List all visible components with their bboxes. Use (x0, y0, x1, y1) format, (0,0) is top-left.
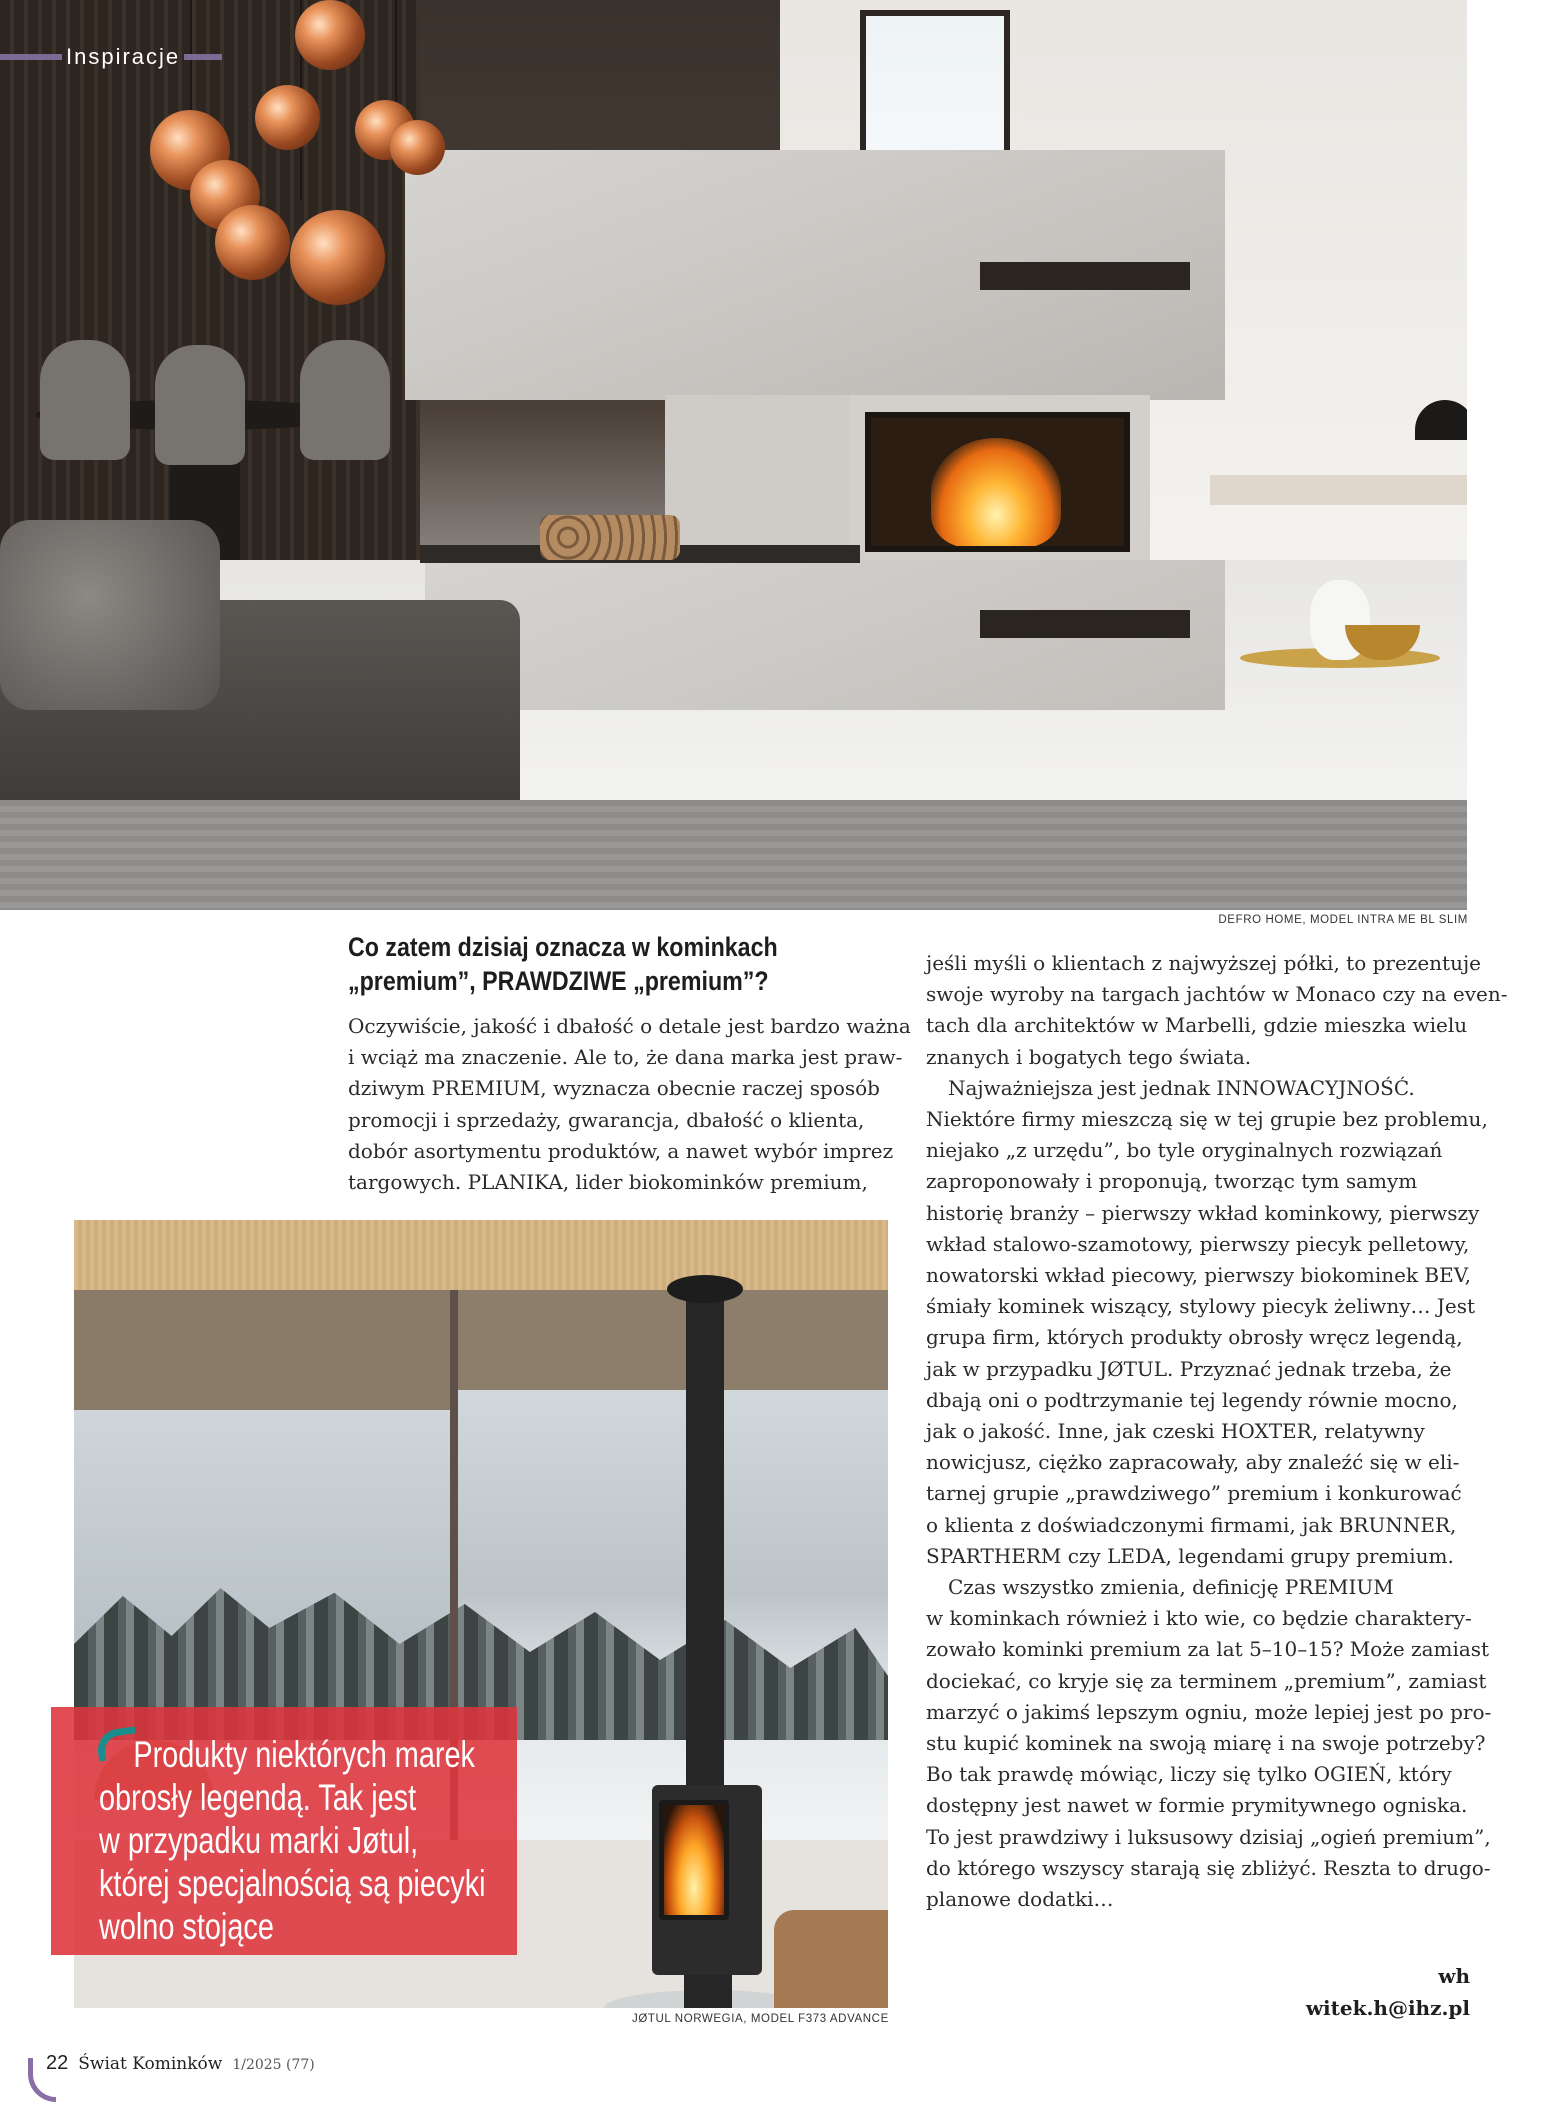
ceiling-collar (667, 1275, 743, 1303)
issue-number: 1/2025 (77) (232, 2057, 315, 2073)
hero-caption: DEFRO HOME, MODEL INTRA ME BL SLIM (1218, 914, 1468, 926)
heading-line: Co zatem dzisiaj oznacza w kominkach (348, 932, 778, 962)
text-line: wkład stalowo-szamotowy, pierwszy piecyk pelletowy, (926, 1231, 1470, 1256)
article-left-column (348, 1011, 911, 1198)
wood-ceiling (74, 1220, 888, 1290)
text-line: Oczywiście, jakość i dbałość o detale jest bardzo ważna (348, 1014, 911, 1038)
stove-flame (659, 1800, 729, 1920)
text-line: dostępny jest nawet w formie prymitywnego ogniska. (926, 1793, 1468, 1818)
fireplace-column (665, 395, 850, 555)
text-line: grupa firm, których produkty obrosły wręcz legendą, (926, 1325, 1463, 1350)
pull-quote-line: której specjalnością są piecyki (99, 1863, 486, 1904)
text-line: swoje wyroby na targach jachtów w Monaco czy na even- (926, 982, 1508, 1007)
author-email[interactable]: witek.h@ihz.pl (1305, 1996, 1470, 2020)
text-line: Najważniejsza jest jednak INNOWACYJNOŚĆ. (948, 1075, 1415, 1100)
section-label: Inspiracje (66, 44, 181, 69)
text-line: dbają oni o podtrzymanie tej legendy równie mocno, (926, 1387, 1458, 1412)
dining-chair (300, 340, 390, 460)
bed-foreground (0, 800, 1467, 910)
hero-ledge (1210, 475, 1467, 505)
pull-quote-line: obrosły legendą. Tak jest (99, 1777, 417, 1818)
sofa-cushion (0, 520, 220, 710)
text-line: o klienta z doświadczonymi firmami, jak BRUNNER, (926, 1512, 1457, 1537)
stove-photo-caption: JØTUL NORWEGIA, MODEL F373 ADVANCE (632, 2013, 889, 2025)
fireplace-niche (980, 610, 1190, 638)
text-line: tarnej grupie „prawdziwego” premium i konkurować (926, 1481, 1462, 1506)
text-line: do którego wszyscy starają się zbliżyć. Reszta to drugo- (926, 1855, 1491, 1880)
text-line: jak w przypadku JØTUL. Przyznać jednak trzeba, że (926, 1356, 1452, 1381)
text-line: planowe dodatki… (926, 1887, 1114, 1912)
text-line: promocji i sprzedaży, gwarancja, dbałość o klienta, (348, 1107, 865, 1132)
page-footer (32, 2052, 315, 2092)
dining-chair (155, 345, 245, 465)
footer-curl-ornament (28, 2058, 56, 2102)
roller-blind (74, 1290, 454, 1410)
text-line: Bo tak prawdę mówiąc, liczy się tylko OGIEŃ, który (926, 1762, 1452, 1787)
text-line: śmiały kominek wiszący, stylowy piecyk żeliwny… Jest (926, 1294, 1476, 1319)
author-signature (1306, 1960, 1470, 2024)
text-line: To jest prawdziwy i luksusowy dzisiaj „ogień premium”, (926, 1824, 1491, 1849)
text-line: marzyć o jakimś lepszym ogniu, może lepiej jest po pro- (926, 1699, 1492, 1724)
magazine-title: Świat Kominków (78, 2054, 223, 2074)
stove-flue-pipe (686, 1280, 724, 1800)
copper-pendant-lamp (290, 210, 385, 305)
article-right-column (926, 948, 1507, 1915)
lounge-chair (774, 1910, 888, 2008)
copper-pendant-lamp (390, 120, 445, 175)
text-line: dziwym PREMIUM, wyznacza obecnie raczej sposób (348, 1076, 880, 1101)
section-tag (0, 44, 222, 70)
pull-quote-box (51, 1707, 517, 1955)
text-line: nowicjusz, ciężko zapracowały, aby znaleźć się w eli- (926, 1450, 1460, 1475)
text-line: jeśli myśli o klientach z najwyższej półki, to prezentuje (926, 951, 1482, 975)
author-initials: wh (1438, 1964, 1470, 1988)
text-line: Czas wszystko zmienia, definicję PREMIUM (948, 1575, 1394, 1600)
window-right (454, 1390, 888, 1840)
text-line: zaproponowały i proponują, tworząc tym samym (926, 1169, 1418, 1194)
text-line: tach dla architektów w Marbelli, gdzie mieszka wielu (926, 1013, 1468, 1038)
hero-photo (0, 0, 1467, 910)
section-tag-bar-left (0, 54, 62, 60)
stove-pedestal (684, 1975, 732, 2008)
text-line: znanych i bogatych tego świata. (926, 1044, 1252, 1069)
text-line: i wciąż ma znaczenie. Ale to, że dana marka jest praw- (348, 1045, 903, 1070)
heading-line: „premium”, PRAWDZIWE „premium”? (348, 966, 769, 996)
roller-blind (454, 1290, 888, 1390)
text-line: dociekać, co kryje się za terminem „premium”, zamiast (926, 1668, 1487, 1693)
article-heading (348, 930, 830, 998)
section-tag-bar-right (184, 54, 222, 60)
text-line: historię branży – pierwszy wkład kominkowy, pierwszy (926, 1200, 1480, 1225)
fireplace-flame (865, 412, 1130, 552)
copper-pendant-lamp (255, 85, 320, 150)
fireplace-niche (980, 262, 1190, 290)
text-line: niejako „z urzędu”, bo tyle oryginalnych rozwiązań (926, 1138, 1443, 1163)
firewood-stack (540, 515, 680, 560)
page-number: 22 (46, 2052, 69, 2074)
text-line: jak o jakość. Inne, jak czeski HOXTER, relatywny (926, 1419, 1425, 1444)
pendant-cord (395, 0, 397, 110)
text-line: w kominkach również i kto wie, co będzie charaktery- (926, 1606, 1472, 1631)
text-line: nowatorski wkład piecowy, pierwszy biokominek BEV, (926, 1263, 1472, 1288)
dining-chair (40, 340, 130, 460)
copper-pendant-lamp (215, 205, 290, 280)
text-line: zowało kominki premium za lat 5–10–15? Może zamiast (926, 1637, 1490, 1662)
pull-quote-line: w przypadku marki Jøtul, (99, 1820, 419, 1861)
text-line: dobór asortymentu produktów, a nawet wybór imprez (348, 1138, 894, 1163)
pull-quote-text (99, 1733, 505, 1948)
text-line: targowych. PLANIKA, lider biokominków premium, (348, 1170, 868, 1195)
pull-quote-line: Produkty niektórych marek (133, 1734, 475, 1775)
text-line: Niektóre firmy mieszczą się w tej grupie bez problemu, (926, 1107, 1488, 1132)
text-line: SPARTHERM czy LEDA, legendami grupy premium. (926, 1543, 1454, 1568)
copper-pendant-lamp (295, 0, 365, 70)
pull-quote-line: wolno stojące (99, 1906, 274, 1947)
text-line: stu kupić kominek na swoją miarę i na swoje potrzeby? (926, 1731, 1486, 1756)
